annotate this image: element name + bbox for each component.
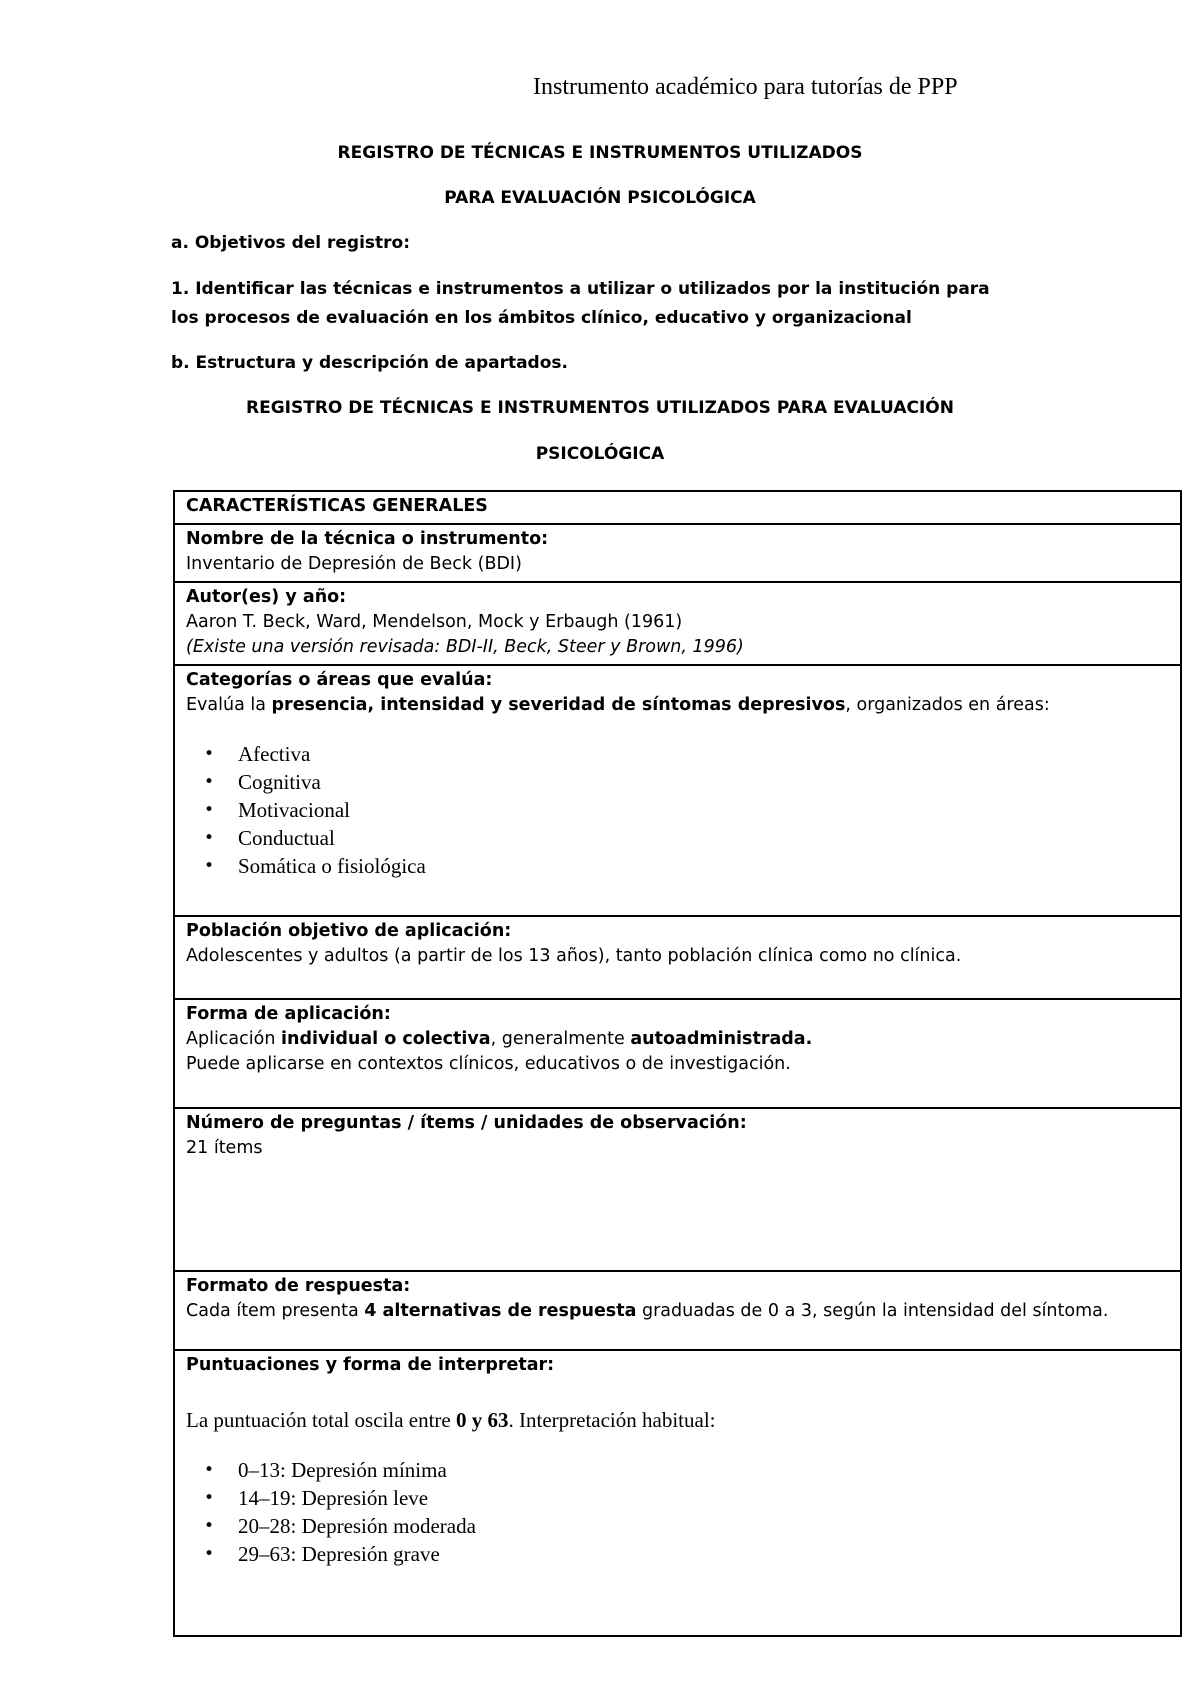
scoring-range-emphasis: 0 y 63 bbox=[456, 1408, 509, 1432]
name-row bbox=[174, 524, 1181, 582]
scoring-paragraph bbox=[186, 1406, 1170, 1434]
name-label: Nombre de la técnica o instrumento: bbox=[186, 529, 549, 549]
application-emphasis-1: individual o colectiva bbox=[281, 1029, 491, 1049]
items-row bbox=[174, 1108, 1181, 1271]
name-value: Inventario de Depresión de Beck (BDI) bbox=[186, 554, 522, 574]
items-value: 21 ítems bbox=[186, 1138, 263, 1158]
categories-intro-text: Evalúa la bbox=[186, 695, 272, 715]
scoring-range-item: • 29–63: Depresión grave bbox=[238, 1540, 1170, 1568]
scoring-text-b: . Interpretación habitual: bbox=[508, 1408, 716, 1432]
author-cell bbox=[174, 582, 1181, 665]
area-item: • Conductual bbox=[238, 824, 1170, 852]
general-header-cell bbox=[174, 491, 1181, 524]
objective-1-line1: 1. Identificar las técnicas e instrumentos a utilizar o utilizados por la institución para bbox=[171, 279, 990, 299]
author-row bbox=[174, 582, 1181, 665]
response-format-text-b: graduadas de 0 a 3, según la intensidad del síntoma. bbox=[636, 1301, 1109, 1321]
document-title-line2: PARA EVALUACIÓN PSICOLÓGICA bbox=[444, 188, 756, 208]
application-line2: Puede aplicarse en contextos clínicos, educativos o de investigación. bbox=[186, 1054, 791, 1074]
table-title-line1: REGISTRO DE TÉCNICAS E INSTRUMENTOS UTILIZADOS PARA EVALUACIÓN bbox=[246, 398, 954, 418]
author-value: Aaron T. Beck, Ward, Mendelson, Mock y Erbaugh (1961) bbox=[186, 612, 683, 632]
response-format-label: Formato de respuesta: bbox=[186, 1276, 411, 1296]
objective-1-line2: los procesos de evaluación en los ámbitos clínico, educativo y organizacional bbox=[171, 308, 912, 328]
categories-intro bbox=[186, 693, 1170, 718]
application-line1 bbox=[186, 1027, 1170, 1052]
area-item: • Somática o fisiológica bbox=[238, 852, 1170, 880]
application-label: Forma de aplicación: bbox=[186, 1004, 391, 1024]
area-item: • Motivacional bbox=[238, 796, 1170, 824]
application-row bbox=[174, 999, 1181, 1108]
area-item: • Cognitiva bbox=[238, 768, 1170, 796]
scoring-row bbox=[174, 1350, 1181, 1636]
scoring-cell bbox=[174, 1350, 1181, 1636]
population-value: Adolescentes y adultos (a partir de los 13 años), tanto población clínica como no clínica. bbox=[186, 946, 962, 966]
categories-label: Categorías o áreas que evalúa: bbox=[186, 670, 493, 690]
population-cell bbox=[174, 916, 1181, 999]
objectives-heading: a. Objetivos del registro: bbox=[171, 233, 411, 253]
population-row bbox=[174, 916, 1181, 999]
application-emphasis-2: autoadministrada bbox=[630, 1029, 806, 1049]
table-title-line2: PSICOLÓGICA bbox=[535, 444, 665, 464]
areas-list bbox=[186, 740, 1170, 880]
categories-intro-emphasis: presencia, intensidad y severidad de síntomas depresivos bbox=[271, 695, 846, 715]
name-cell bbox=[174, 524, 1181, 582]
scoring-text-a: La puntuación total oscila entre bbox=[186, 1408, 456, 1432]
categories-cell bbox=[174, 665, 1181, 916]
general-header-row bbox=[174, 491, 1181, 524]
structure-heading: b. Estructura y descripción de apartados. bbox=[171, 353, 568, 373]
author-label: Autor(es) y año: bbox=[186, 587, 347, 607]
response-format-text-a: Cada ítem presenta bbox=[186, 1301, 365, 1321]
scoring-range-item: • 0–13: Depresión mínima bbox=[238, 1456, 1170, 1484]
application-text-b: , generalmente bbox=[490, 1029, 631, 1049]
author-note: (Existe una versión revisada: BDI-II, Beck, Steer y Brown, 1996) bbox=[186, 637, 744, 657]
application-cell bbox=[174, 999, 1181, 1108]
categories-row bbox=[174, 665, 1181, 916]
scoring-range-item: • 14–19: Depresión leve bbox=[238, 1484, 1170, 1512]
area-item: • Afectiva bbox=[238, 740, 1170, 768]
response-format-row bbox=[174, 1271, 1181, 1350]
registry-table bbox=[173, 490, 1182, 1637]
scoring-ranges-list bbox=[186, 1456, 1170, 1568]
scoring-label: Puntuaciones y forma de interpretar: bbox=[186, 1355, 555, 1375]
items-cell bbox=[174, 1108, 1181, 1271]
application-text-end: . bbox=[805, 1029, 813, 1049]
application-text-a: Aplicación bbox=[186, 1029, 281, 1049]
response-format-cell bbox=[174, 1271, 1181, 1350]
categories-intro-tail: , organizados en áreas: bbox=[845, 695, 1050, 715]
population-label: Población objetivo de aplicación: bbox=[186, 921, 512, 941]
general-header: CARACTERÍSTICAS GENERALES bbox=[186, 496, 488, 516]
items-label: Número de preguntas / ítems / unidades de observación: bbox=[186, 1113, 747, 1133]
response-format-value bbox=[186, 1299, 1170, 1324]
response-format-emphasis: 4 alternativas de respuesta bbox=[364, 1301, 637, 1321]
scoring-range-item: • 20–28: Depresión moderada bbox=[238, 1512, 1170, 1540]
header-note: Instrumento académico para tutorías de PPP bbox=[533, 74, 958, 100]
document-title-line1: REGISTRO DE TÉCNICAS E INSTRUMENTOS UTILIZADOS bbox=[337, 143, 863, 163]
